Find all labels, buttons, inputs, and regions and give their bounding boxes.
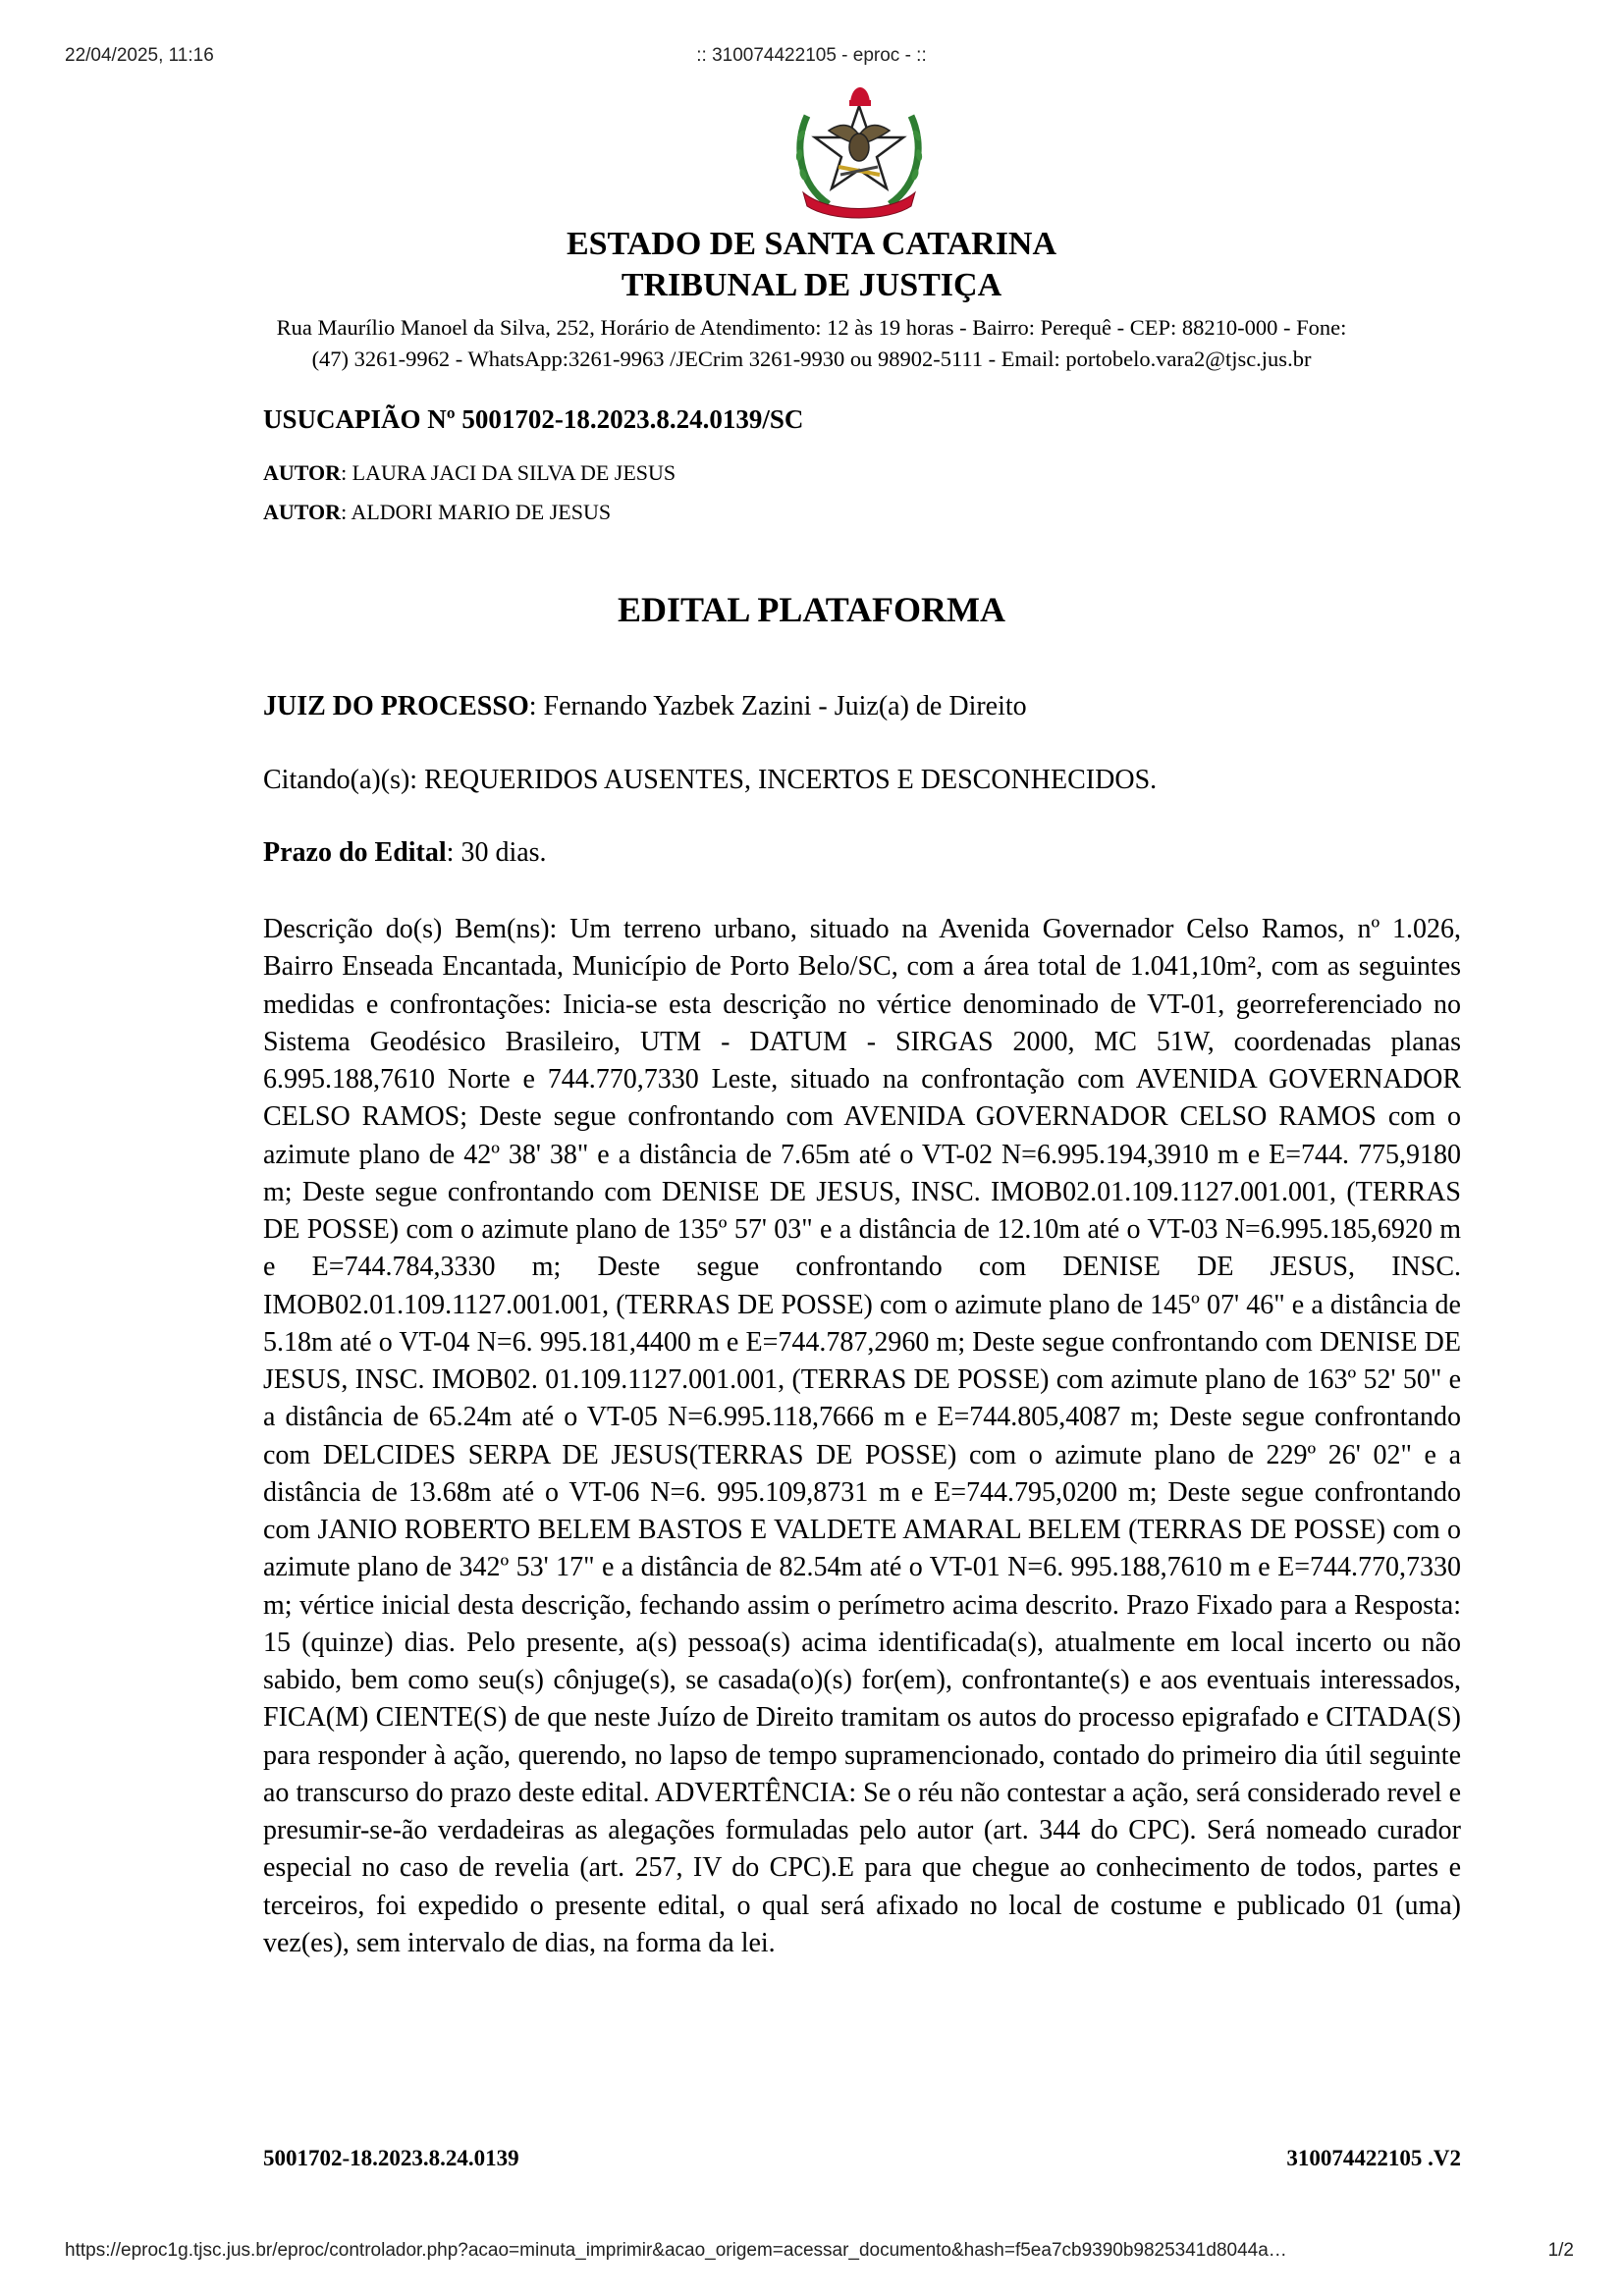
judge-label: JUIZ DO PROCESSO xyxy=(263,691,529,721)
court-address-line-2: (47) 3261-9962 - WhatsApp:3261-9963 /JECrim 3261-9930 ou 98902-5111 - Email: portobelo.vara2@tjsc.jus.br xyxy=(311,347,1312,371)
author-label: AUTOR xyxy=(263,460,342,485)
cited-parties: Citando(a)(s): REQUERIDOS AUSENTES, INCERTOS E DESCONHECIDOS. xyxy=(263,765,1158,795)
santa-catarina-coat-of-arms-icon xyxy=(789,77,929,222)
court-name: TRIBUNAL DE JUSTIÇA xyxy=(621,267,1002,303)
author-line xyxy=(263,460,1461,486)
process-number-footer: 5001702-18.2023.8.24.0139 xyxy=(263,2146,519,2170)
case-number: USUCAPIÃO Nº 5001702-18.2023.8.24.0139/SC xyxy=(263,404,804,434)
print-footer xyxy=(0,2240,1623,2266)
print-page-number: 1/2 xyxy=(1547,2240,1574,2261)
print-datetime: 22/04/2025, 11:16 xyxy=(65,45,214,66)
deadline-label: Prazo do Edital xyxy=(263,837,447,868)
judge-value: : Fernando Yazbek Zazini - Juiz(a) de Direito xyxy=(528,691,1027,721)
author-label: AUTOR xyxy=(263,500,342,524)
deadline-line xyxy=(263,837,1461,869)
court-address-line-1: Rua Maurílio Manoel da Silva, 252, Horário de Atendimento: 12 às 19 horas - Bairro: Perequê - CEP: 88210-000 - Fone: xyxy=(276,315,1347,340)
print-page-title: :: 310074422105 - eproc - :: xyxy=(696,45,927,66)
document-title: EDITAL PLATAFORMA xyxy=(617,590,1005,629)
deadline-value: : 30 dias. xyxy=(446,837,547,868)
print-url: https://eproc1g.tjsc.jus.br/eproc/controlador.php?acao=minuta_imprimir&acao_origem=acessar_documento&hash=f5ea7cb9390b9825341d8044a… xyxy=(65,2240,1287,2261)
author-name: : LAURA JACI DA SILVA DE JESUS xyxy=(341,460,676,485)
state-name: ESTADO DE SANTA CATARINA xyxy=(566,226,1057,262)
print-header xyxy=(0,45,1623,71)
property-description: Descrição do(s) Bem(ns): Um terreno urbano, situado na Avenida Governador Celso Ramos, nº 1.026, Bairro Enseada Encantada, Município de Porto Belo/SC, com a área total de 1.041,10m², com as seguintes medidas e confrontações: Inicia-se esta descrição no vértice denominado de VT-01, georreferenciado no Sistema Geodésico Brasileiro, UTM - DATUM - SIRGAS 2000, MC 51W, coordenadas planas 6.995.188,7610 Norte e 744.770,7330 Leste, situado na confrontação com AVENIDA GOVERNADOR CELSO RAMOS; Deste segue confrontando com AVENIDA GOVERNADOR CELSO RAMOS com o azimute plano de 42º 38' 38" e a distância de 7.65m até o VT-02 N=6.995.194,3910 m e E=744. 775,9180 m; Deste segue confrontando com DENISE DE JESUS, INSC. IMOB02.01.109.1127.001.001, (TERRAS DE POSSE) com o azimute plano de 135º 57' 03" e a distância de 12.10m até o VT-03 N=6.995.185,6920 m e E=744.784,3330 m; Deste segue confrontando com DENISE DE JESUS, INSC. IMOB02.01.109.1127.001.001, (TERRAS DE POSSE) com o azimute plano de 145º 07' 46" e a distância de 5.18m até o VT-04 N=6. 995.181,4400 m e E=744.787,2960 m; Deste segue confrontando com DENISE DE JESUS, INSC. IMOB02. 01.109.1127.001.001, (TERRAS DE POSSE) com azimute plano de 163º 52' 50" e a distância de 65.24m até o VT-05 N=6.995.118,7666 m e E=744.805,4087 m; Deste segue confrontando com DELCIDES SERPA DE JESUS(TERRAS DE POSSE) com o azimute plano de 229º 26' 02" e a distância de 13.68m até o VT-06 N=6. 995.109,8731 m e E=744.795,0200 m; Deste segue confrontando com JANIO ROBERTO BELEM BASTOS E VALDETE AMARAL BELEM (TERRAS DE POSSE) com o azimute plano de 342º 53' 17" e a distância de 82.54m até o VT-01 N=6. 995.188,7610 m e E=744.770,7330 m; vértice inicial desta descrição, fechando assim o perímetro acima descrito. Prazo Fixado para a Resposta: 15 (quinze) dias. Pelo presente, a(s) pessoa(s) acima identificada(s), atualmente em local incerto ou não sabido, bem como seu(s) cônjuge(s), se casada(o)(s) for(em), confrontante(s) e aos eventuais interessados, FICA(M) CIENTE(S) de que neste Juízo de Direito tramitam os autos do processo epigrafado e CITADA(S) para responder à ação, querendo, no lapso de tempo supramencionado, contado do primeiro dia útil seguinte ao transcurso do prazo deste edital. ADVERTÊNCIA: Se o réu não contestar a ação, será considerado revel e presumir-se-ão verdadeiras as alegações formuladas pelo autor (art. 344 do CPC). Será nomeado curador especial no caso de revelia (art. 257, IV do CPC).E para que chegue ao conhecimento de todos, partes e terceiros, foi expedido o presente edital, o qual será afixado no local de costume e publicado 01 (uma) vez(es), sem intervalo de dias, na forma da lei. xyxy=(263,914,1461,1958)
author-name: : ALDORI MARIO DE JESUS xyxy=(341,500,612,524)
document-code-footer: 310074422105 .V2 xyxy=(1286,2146,1461,2170)
court-address xyxy=(0,312,1623,375)
judge-line xyxy=(263,691,1461,722)
author-line xyxy=(263,500,1461,525)
